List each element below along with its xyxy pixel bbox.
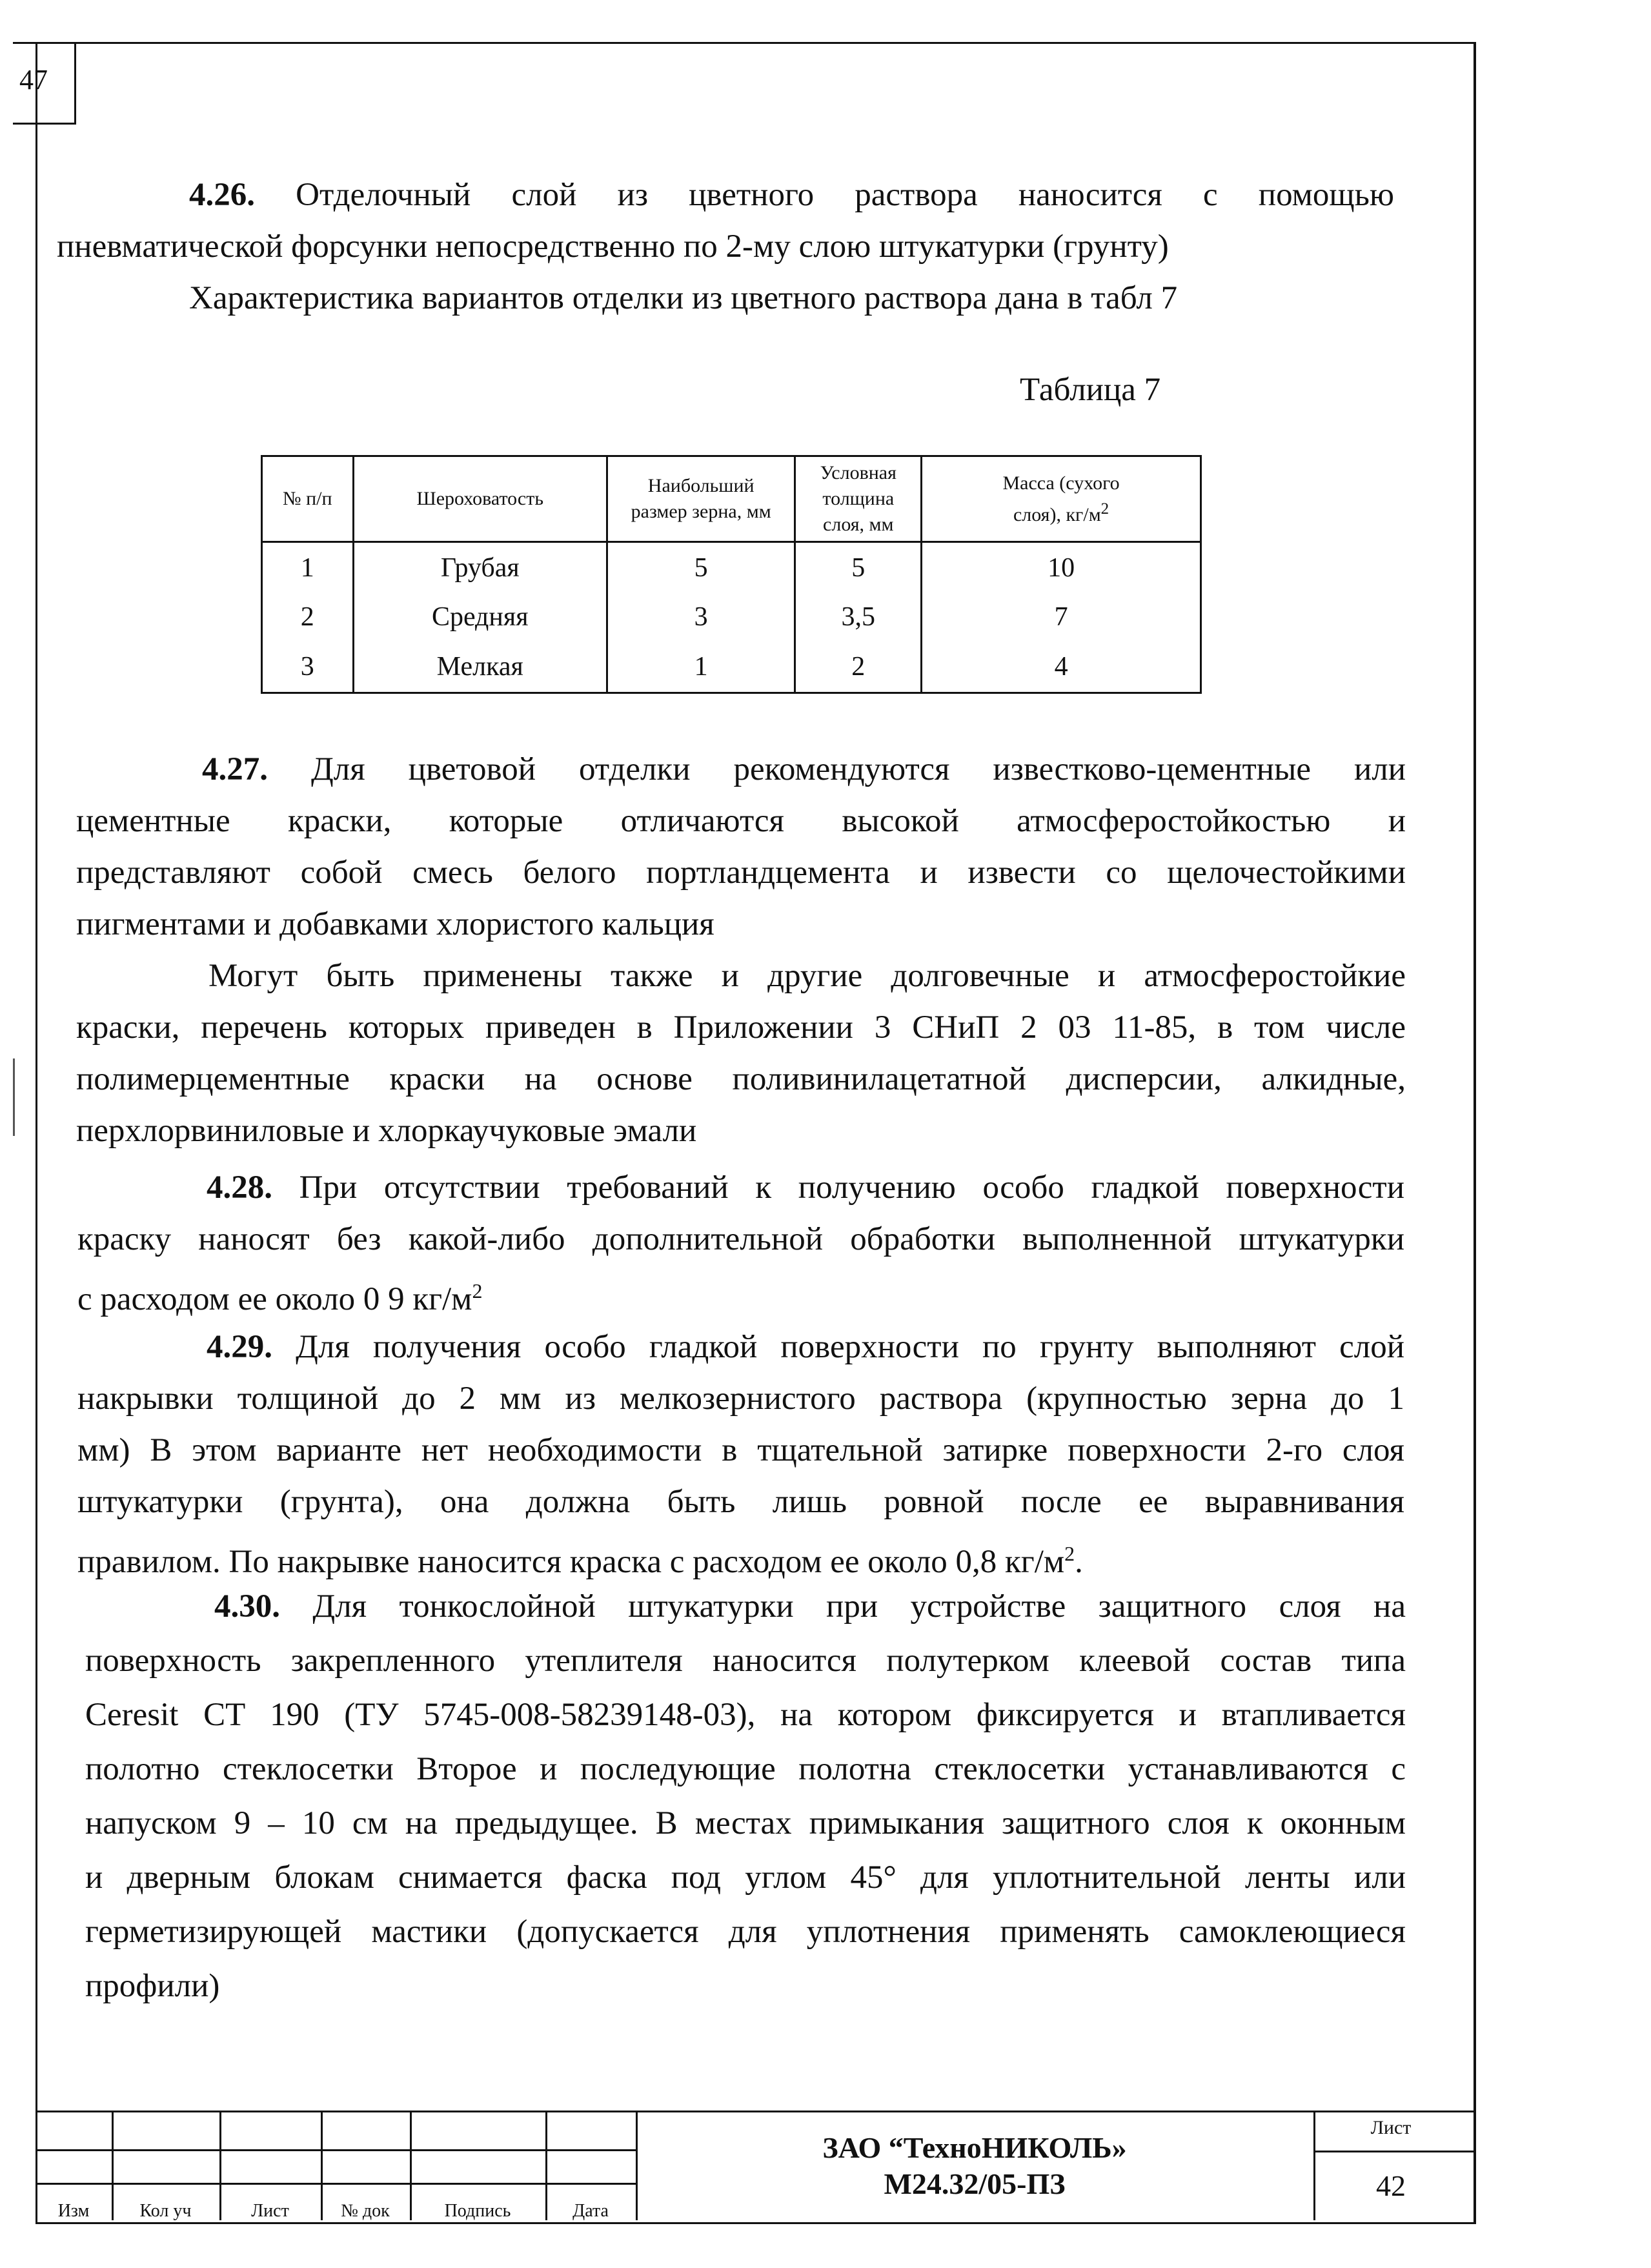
header-text: слоя), кг/м	[1013, 503, 1101, 525]
paragraph-line: профили)	[85, 1968, 220, 2004]
text: с расходом ее около 0 9 кг/м	[77, 1281, 472, 1317]
paragraph-4-27	[76, 744, 1406, 1157]
cell-grain: 3	[607, 592, 795, 642]
paragraph-line: напуском 9 – 10 см на предыдущее. В местах примыкания защитного слоя к оконным	[85, 1805, 1406, 1841]
paragraph-4-28	[77, 1162, 1404, 1325]
text: правилом. По накрывке наносится краска с расходом ее около 0,8 кг/м	[77, 1544, 1065, 1580]
paragraph-line	[76, 744, 1406, 795]
superscript: 2	[1100, 500, 1109, 518]
text: Для получения особо гладкой поверхности по грунту выполняют слой	[296, 1329, 1405, 1365]
stamp-label-izm: Изм	[57, 2201, 90, 2221]
paragraph-line	[77, 1321, 1404, 1373]
cell-thickness: 2	[795, 642, 922, 693]
paragraph-line: полотно стеклосетки Второе и последующие полотна стеклосетки устанавливаются с	[85, 1751, 1406, 1787]
paragraph-4-30	[85, 1579, 1406, 2013]
paragraph-line: Характеристика вариантов отделки из цветного раствора дана в табл 7	[189, 280, 1178, 316]
section-number: 4.30.	[214, 1588, 280, 1625]
paragraph-line: цементные краски, которые отличаются высокой атмосферостойкостью и	[76, 803, 1406, 839]
stamp-label-sign: Подпись	[444, 2201, 511, 2221]
text: Отделочный слой из цветного раствора наносится с помощью	[296, 177, 1394, 213]
sheet-label: Лист	[1370, 2117, 1412, 2138]
paragraph-line: краску наносят без какой-либо дополнительной обработки выполненной штукатурки	[77, 1221, 1404, 1257]
paragraph-line	[85, 1579, 1406, 1634]
paragraph-line: мм) В этом варианте нет необходимости в тщательной затирке поверхности 2-го слоя	[77, 1432, 1404, 1468]
document-code: М24.32/05-ПЗ	[884, 2167, 1066, 2200]
company-block	[658, 2130, 1291, 2202]
cell-number: 1	[262, 542, 354, 593]
cell-mass: 7	[922, 592, 1201, 642]
paragraph-line: представляют собой смесь белого портландцемента и извести со щелочестойкими	[76, 855, 1406, 891]
cell-roughness: Мелкая	[353, 642, 607, 693]
header-text: размер зерна, мм	[631, 501, 771, 522]
cell-grain: 1	[607, 642, 795, 693]
paragraph-line: накрывки толщиной до 2 мм из мелкозернистого раствора (крупностью зерна до 1	[77, 1381, 1404, 1417]
header-grain-size	[607, 456, 795, 542]
text: Для цветовой отделки рекомендуются известково-цементные или	[310, 751, 1406, 787]
paragraph-line	[57, 169, 1394, 221]
stamp-label-doc: № док	[341, 2201, 390, 2221]
cell-grain: 5	[607, 542, 795, 593]
cell-number: 2	[262, 592, 354, 642]
paragraph-line: поверхность закрепленного утеплителя наносится полутерком клеевой состав типа	[85, 1643, 1406, 1679]
stamp-label-date: Дата	[572, 2201, 609, 2221]
text: При отсутствии требований к получению особо гладкой поверхности	[299, 1169, 1404, 1206]
stamp-line	[35, 2111, 1474, 2112]
cell-thickness: 5	[795, 542, 922, 593]
superscript: 2	[1064, 1542, 1075, 1565]
stamp-line	[1313, 2151, 1474, 2152]
table-row	[262, 642, 1201, 693]
superscript: 2	[472, 1279, 483, 1302]
cell-mass: 4	[922, 642, 1201, 693]
paragraph-line	[77, 1265, 1404, 1325]
text: .	[1075, 1544, 1083, 1580]
header-thickness	[795, 456, 922, 542]
cell-number: 3	[262, 642, 354, 693]
cell-mass: 10	[922, 542, 1201, 593]
text: Для тонкослойной штукатурки при устройстве защитного слоя на	[312, 1588, 1406, 1625]
section-number: 4.27.	[202, 751, 268, 787]
cell-thickness: 3,5	[795, 592, 922, 642]
section-number: 4.26.	[189, 177, 255, 213]
paragraph-line: пневматической форсунки непосредственно по 2-му слою штукатурки (грунту)	[57, 228, 1169, 265]
table-row	[262, 592, 1201, 642]
paragraph-line: полимерцементные краски на основе поливинилацетатной дисперсии, алкидные,	[76, 1061, 1406, 1097]
section-number: 4.28.	[207, 1169, 272, 1206]
header-roughness: Шероховатость	[353, 456, 607, 542]
header-text: толщина	[822, 488, 895, 509]
paragraph-line: и дверным блокам снимается фаска под углом 45° для уплотнительной ленты или	[85, 1859, 1406, 1896]
section-number: 4.29.	[207, 1329, 272, 1365]
header-text: слоя, мм	[823, 514, 894, 535]
table-caption: Таблица 7	[1020, 372, 1161, 408]
header-mass	[922, 456, 1201, 542]
paragraph-line: перхлорвиниловые и хлоркаучуковые эмали	[76, 1113, 697, 1149]
paragraph-4-29	[77, 1321, 1404, 1588]
paragraph-4-26	[57, 169, 1394, 324]
paragraph-line: герметизирующей мастики (допускается для уплотнения применять самоклеющиеся	[85, 1914, 1406, 1950]
table-row	[262, 542, 1201, 593]
paragraph-line: Ceresit CT 190 (ТУ 5745-008-58239148-03), на котором фиксируется и втапливается	[85, 1697, 1406, 1733]
table-7	[261, 455, 1202, 694]
header-number: № п/п	[262, 456, 354, 542]
paragraph-line	[77, 1162, 1404, 1213]
header-text: Масса (сухого	[1002, 472, 1120, 494]
paragraph-line: штукатурки (грунта), она должна быть лишь ровной после ее выравнивания	[77, 1484, 1404, 1520]
paragraph-line: краски, перечень которых приведен в Приложении 3 СНиП 2 03 11-85, в том числе	[76, 1009, 1406, 1046]
paragraph-line: Могут быть применены также и другие долговечные и атмосферостойкие	[208, 958, 1406, 994]
stamp-label-kol: Кол уч	[139, 2201, 192, 2221]
binding-mark	[13, 1058, 15, 1136]
company-name: ЗАО “ТехноНИКОЛЬ»	[822, 2131, 1127, 2164]
cell-roughness: Грубая	[353, 542, 607, 593]
stamp-label-list: Лист	[251, 2201, 289, 2221]
header-text: Условная	[820, 462, 896, 483]
header-text: Наибольший	[647, 475, 755, 496]
paragraph-line: пигментами и добавками хлористого кальция	[76, 906, 714, 942]
stamp-line	[636, 2111, 638, 2220]
sheet-value: 42	[1376, 2169, 1406, 2202]
cell-roughness: Средняя	[353, 592, 607, 642]
table-header-row	[262, 456, 1201, 542]
sheet-number: 47	[19, 64, 48, 96]
